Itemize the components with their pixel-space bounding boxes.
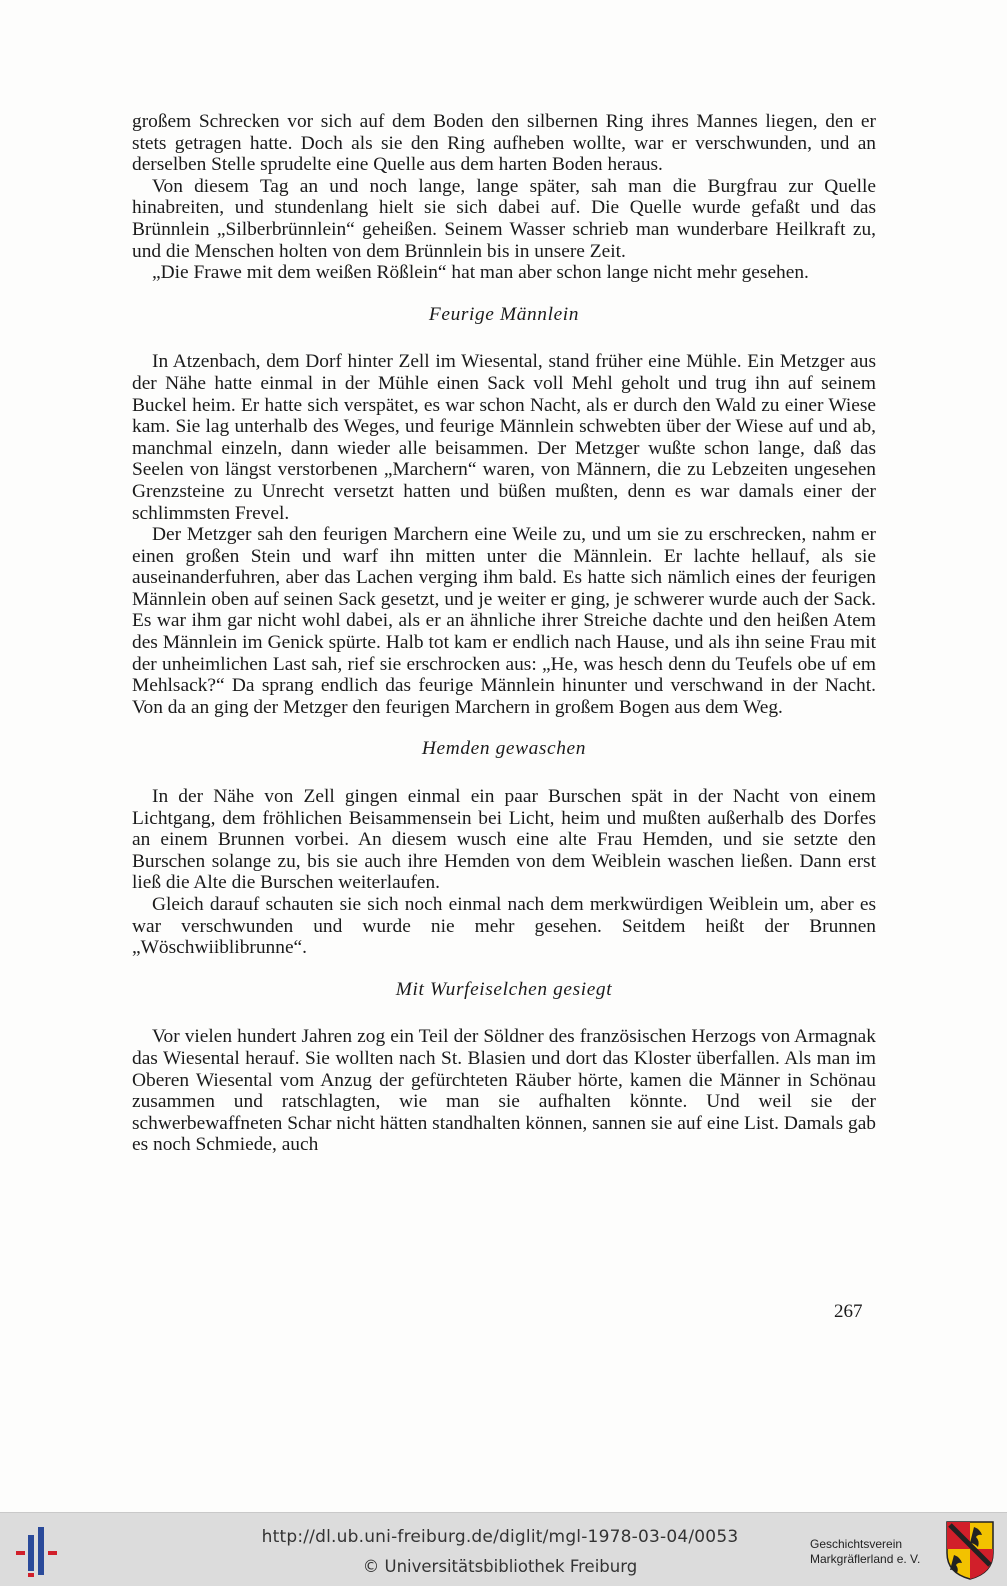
org-name xyxy=(810,1537,935,1567)
intro-paragraph-3: „Die Frawe mit dem weißen Rößlein“ hat man aber schon lange nicht mehr gesehen. xyxy=(152,262,809,284)
coat-of-arms-icon xyxy=(944,1519,996,1581)
page-number: 267 xyxy=(834,1301,863,1322)
hemden-paragraph-1: In der Nähe von Zell gingen einmal ein paar Burschen spät in der Nacht von einem Lichtgang, dem fröhlichen Beisammensein bei Licht, heim und mußten außerhalb des Dorfes an einem Brunnen vorbei. An diesem wusch eine alte Frau Hemden, und sie setzte den Burschen solange zu, bis sie auch ihre Hemden von dem Weiblein waschen ließen. Dann erst ließ die Alte die Burschen weiterlaufen. xyxy=(132,786,876,894)
intro-paragraph-1: großem Schrecken vor sich auf dem Boden den silbernen Ring ihres Mannes liegen, den er stets getragen hatte. Doch als sie den Ring aufheben wollte, war er verschwunden, und an derselben Stelle sprudelte eine Quelle aus dem harten Boden heraus. xyxy=(132,111,876,176)
footer-url-link[interactable]: http://dl.ub.uni-freiburg.de/diglit/mgl-1978-03-04/0053 xyxy=(261,1527,739,1547)
feurige-paragraph-1: In Atzenbach, dem Dorf hinter Zell im Wiesental, stand früher eine Mühle. Ein Metzger aus der Nähe hatte einmal in der Mühle einen Sack voll Mehl geholt und trug ihn auf seinem Buckel heim. Er hatte sich verspätet, es war schon Nacht, als er durch den Wald zu einer Wiese kam. Sie lag unterhalb des Weges, und feurige Männlein schwebten über der Wiese auf und ab, manchmal einzeln, dann wieder alle beisammen. Der Metzger wußte schon lange, daß das Seelen von längst verstorbenen „Marchern“ waren, von Männern, die zu Lebzeiten ungesehen Grenzsteine zu Unrecht versetzt hatten und büßen mußten, denn es war damals einer der schlimmsten Frevel. xyxy=(132,351,876,524)
org-name-line-1: Geschichtsverein xyxy=(810,1537,903,1551)
footer-copyright: © Universitätsbibliothek Freiburg xyxy=(362,1557,638,1576)
wurfeisel-paragraph-1: Vor vielen hundert Jahren zog ein Teil der Söldner des französischen Herzogs von Armagnak das Wiesental herauf. Sie wollten nach St. Blasien und dort das Kloster überfallen. Als man im Oberen Wiesental vom Anzug der gefürchteten Räuber hörte, kamen die Männer in Schönau zusammen und ratschlagten, wie man sie aufhalten könnte. Und weil sie der schwerbewaffneten Schar nicht hätten standhalten können, sannen sie auf eine List. Damals gab es noch Schmiede, auch xyxy=(132,1026,876,1156)
feurige-paragraph-2: Der Metzger sah den feurigen Marchern eine Weile zu, und um sie zu erschrecken, nahm er einen großen Stein und warf ihn mitten unter die Männlein. Er lachte hellauf, als sie auseinanderfuhren, aber das Lachen verging ihm bald. Es hatte sich nämlich eines der feurigen Männlein oben auf seinen Sack gesetzt, und je weiter er ging, je schwerer wurde auch der Sack. Es war ihm gar nicht wohl dabei, als er an ähnliche ihrer Streiche dachte und den heißen Atem des Männlein im Genick spürte. Halb tot kam er endlich nach Hause, und als ihn seine Frau mit der unheimlichen Last sah, rief sie erschrocken aus: „He, was hesch denn du Teufels obe uf em Mehlsack?“ Da sprang endlich das feurige Männlein hinunter und verschwand in der Nacht. Von da an ging der Metzger den feurigen Marchern in großem Bogen aus dem Weg. xyxy=(132,524,876,718)
hemden-paragraph-2: Gleich darauf schauten sie sich noch einmal nach dem merkwürdigen Weiblein um, aber es war verschwunden und wurde nie mehr gesehen. Seitdem heißt der Brunnen „Wöschwiiblibrunne“. xyxy=(132,894,876,959)
section-heading-wurfeisel: Mit Wurfeiselchen gesiegt xyxy=(395,978,613,1000)
intro-paragraph-2: Von diesem Tag an und noch lange, lange später, sah man die Burgfrau zur Quelle hinabreiten, und stundenlang hielt sie sich dabei auf. Die Quelle wurde gefaßt und das Brünnlein „Silberbrünnlein“ geheißen. Seinem Wasser schrieb man wunderbare Heilkraft zu, und die Menschen holten von dem Brünnlein bis in unsere Zeit. xyxy=(132,175,876,262)
org-name-line-2: Markgräflerland e. V. xyxy=(810,1552,921,1566)
ub-freiburg-logo-icon[interactable] xyxy=(12,1521,64,1579)
body-text xyxy=(132,111,876,1156)
footer-bar xyxy=(0,1512,1007,1586)
section-heading-hemden: Hemden gewaschen xyxy=(421,738,587,760)
section-heading-feurige: Feurige Männlein xyxy=(428,303,580,325)
